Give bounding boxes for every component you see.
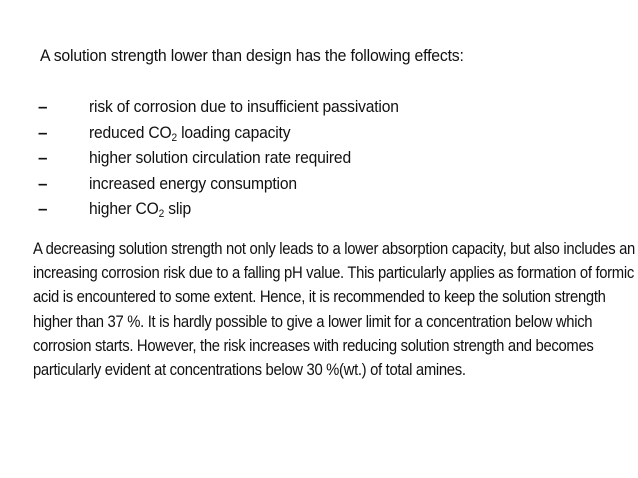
bullet-dash: – (38, 173, 48, 193)
paragraph-line: corrosion starts. However, the risk increases with reducing solution strength and becomes (33, 336, 594, 355)
paragraph-line: increasing corrosion risk due to a falling pH value. This particularly applies as formation of formic (33, 264, 634, 283)
paragraph-line: A decreasing solution strength not only leads to a lower absorption capacity, but also includes an (33, 240, 635, 258)
paragraph-line: particularly evident at concentrations below 30 %(wt.) of total amines. (33, 361, 466, 380)
bullet-dash: – (38, 148, 48, 167)
paragraph-line: higher than 37 %. It is hardly possible to give a lower limit for a concentration below which (33, 312, 593, 331)
intro-heading: A solution strength lower than design has the following effects: (40, 46, 464, 65)
bullet-dash: – (38, 122, 48, 142)
bullet-dash: – (38, 199, 48, 218)
body-paragraph (33, 237, 635, 382)
paragraph-line: acid is encountered to some extent. Hence, it is recommended to keep the solution strength (33, 288, 606, 307)
effect-text: higher solution circulation rate required (89, 148, 351, 167)
effect-text: increased energy consumption (89, 173, 297, 193)
effect-text: risk of corrosion due to insufficient passivation (89, 97, 399, 116)
effect-text: higher $CO_2$ slip (89, 199, 191, 220)
effect-text: reduced $CO_2$ loading capacity (89, 122, 291, 144)
bullet-dash: – (38, 97, 48, 116)
